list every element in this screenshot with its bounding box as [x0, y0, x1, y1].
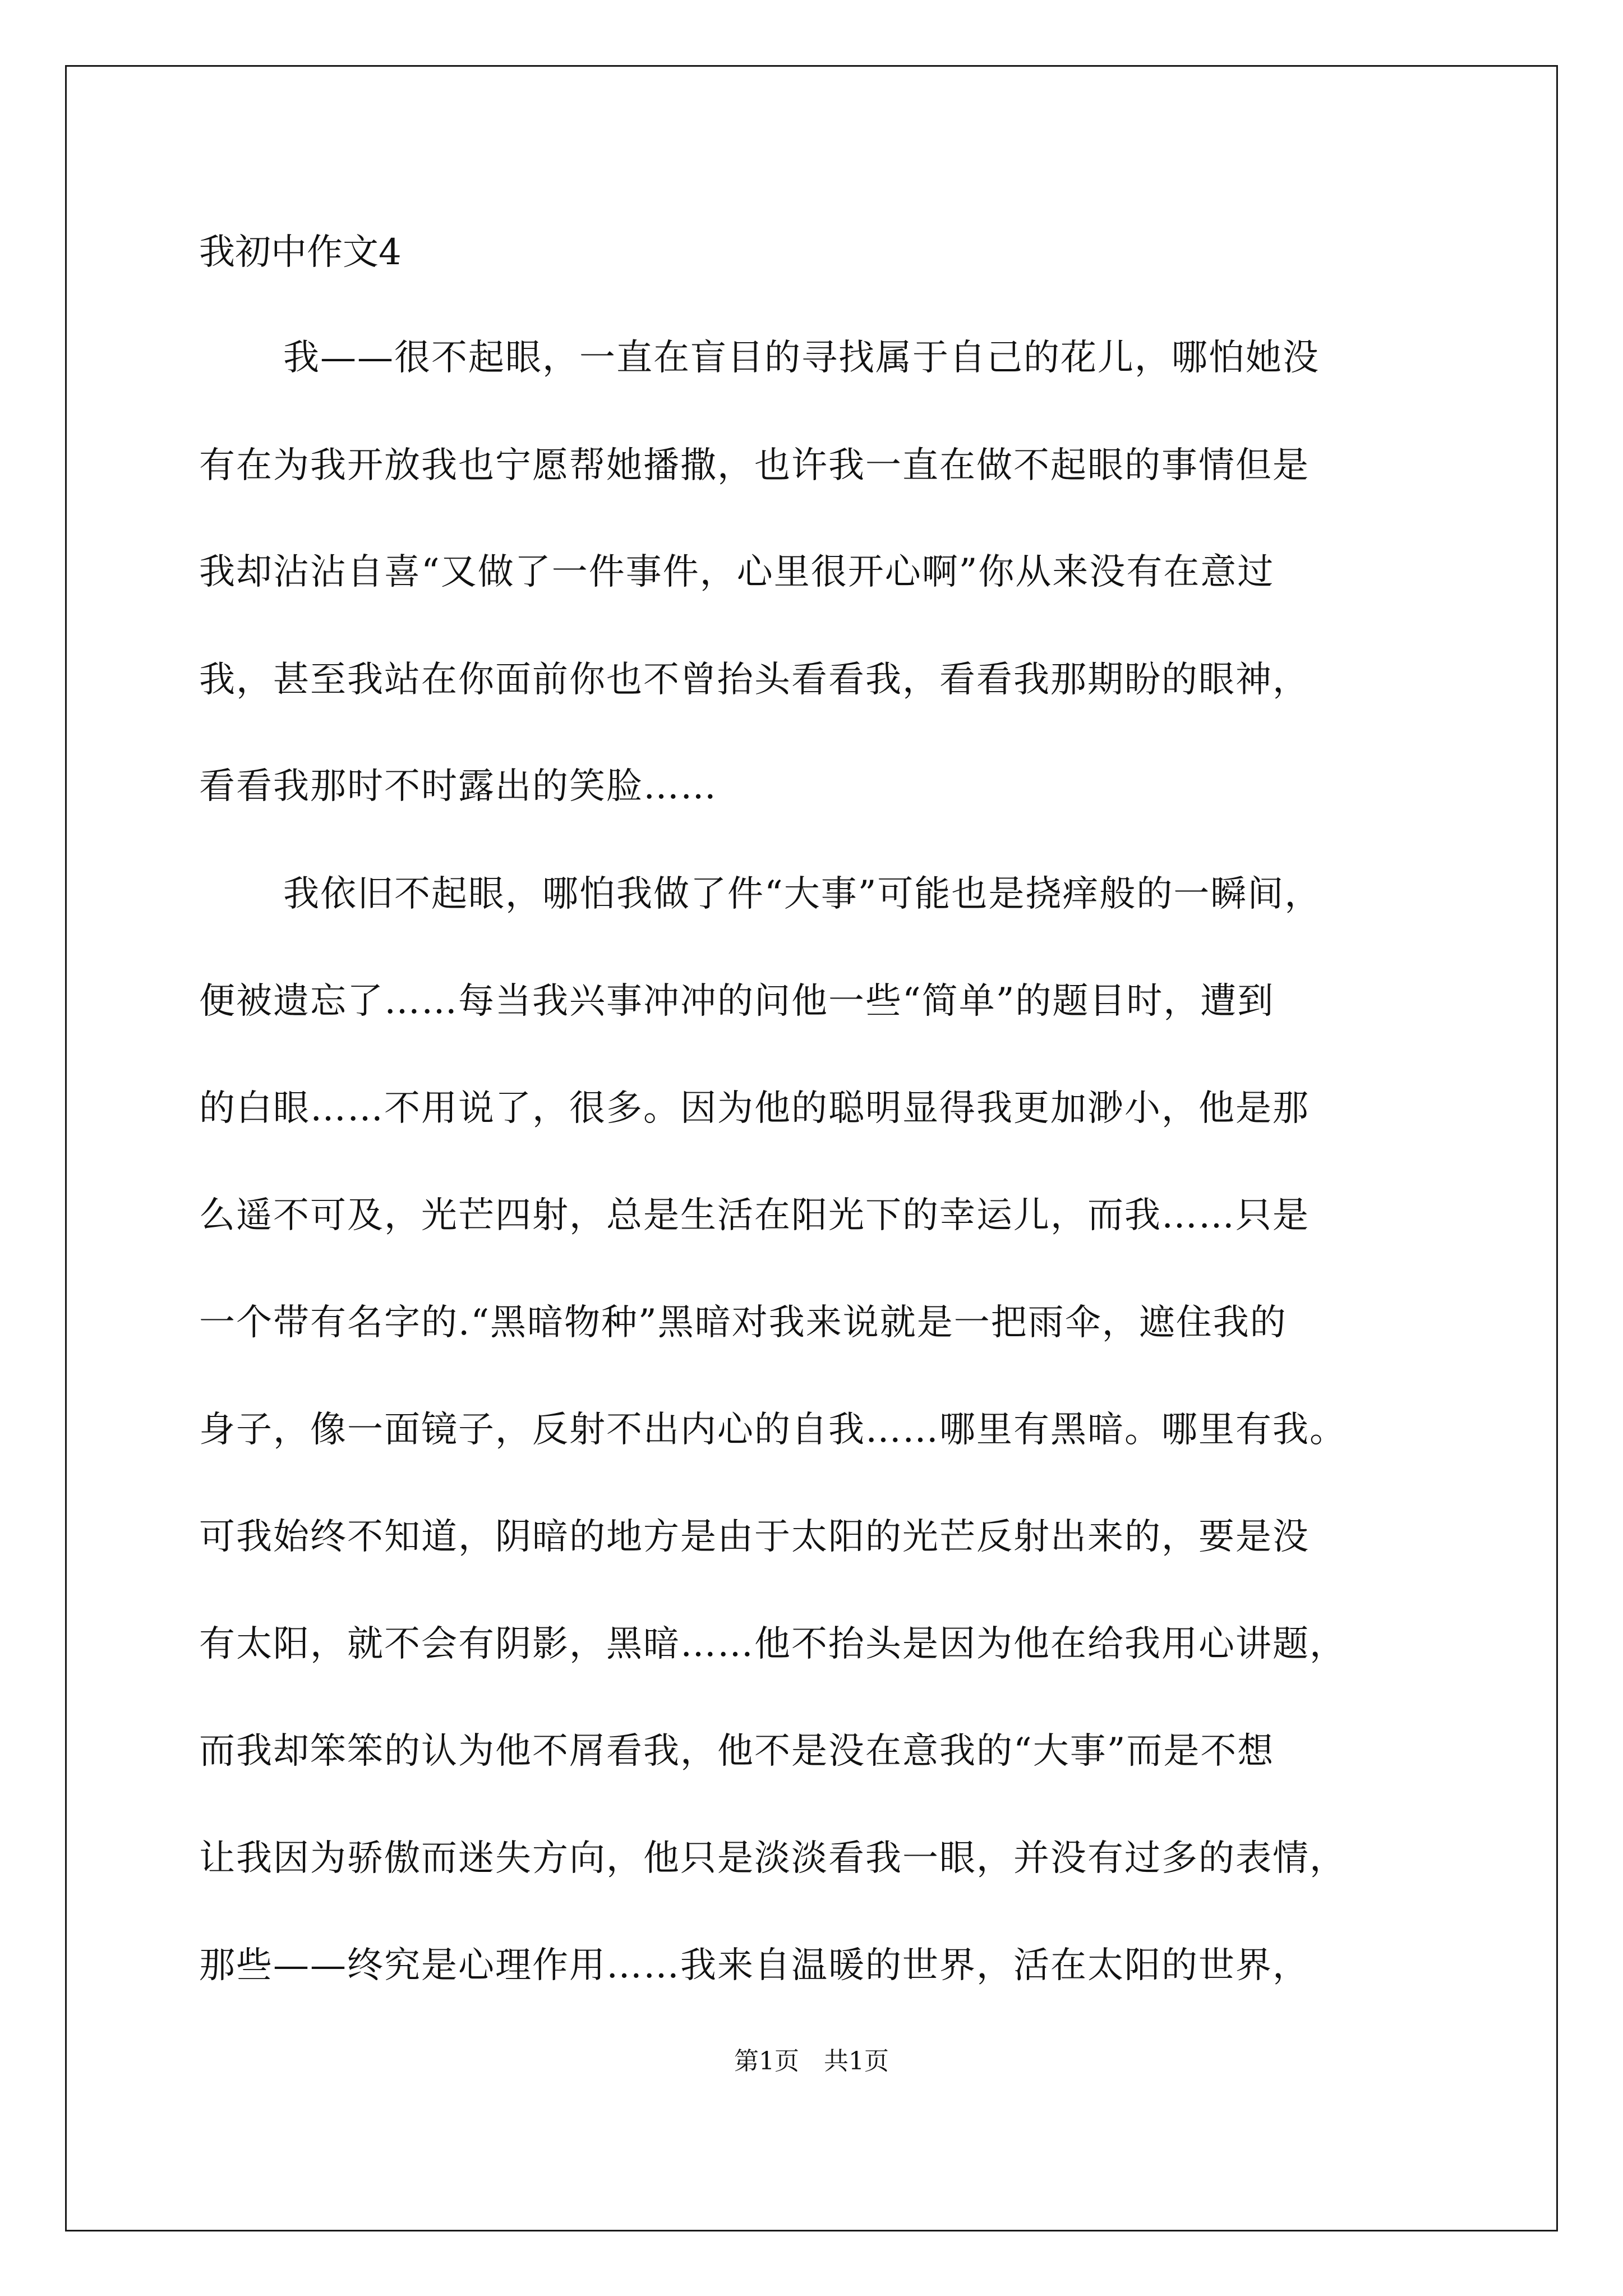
paragraph-line: 让我因为骄傲而迷失方向，他只是淡淡看我一眼，并没有过多的表情，	[199, 1838, 1347, 1879]
paragraph-line: 那些——终究是心理作用……我来自温暖的世界，活在太阳的世界，	[199, 1945, 1310, 1986]
paragraph-line: 我依旧不起眼，哪怕我做了件“大事”可能也是挠痒般的一瞬间，	[283, 873, 1322, 915]
paragraph-line: 我却沾沾自喜“又做了一件事件，心里很开心啊”你从来没有在意过	[199, 551, 1275, 593]
paragraph-line: 的白眼……不用说了，很多。因为他的聪明显得我更加渺小，他是那	[199, 1088, 1310, 1129]
document-title: 我初中作文4	[199, 232, 402, 273]
paragraph-line: 有太阳，就不会有阴影，黑暗……他不抬头是因为他在给我用心讲题，	[199, 1623, 1347, 1665]
page-border	[65, 65, 1558, 2231]
paragraph-line: 一个带有名字的.“黑暗物种”黑暗对我来说就是一把雨伞，遮住我的	[199, 1302, 1287, 1343]
paragraph-line: 身子，像一面镜子，反射不出内心的自我……哪里有黑暗。哪里有我。	[199, 1409, 1347, 1451]
paragraph-line: 看看我那时不时露出的笑脸……	[199, 766, 717, 807]
paragraph-line: 而我却笨笨的认为他不屑看我，他不是没在意我的“大事”而是不想	[199, 1731, 1275, 1772]
page-number-footer: 第1页 共1页	[734, 2047, 889, 2076]
paragraph-line: 么遥不可及，光芒四射，总是生活在阳光下的幸运儿，而我……只是	[199, 1195, 1310, 1236]
paragraph-line: 便被遗忘了……每当我兴事冲冲的问他一些“简单”的题目时，遭到	[199, 981, 1275, 1022]
paragraph-line: 可我始终不知道，阴暗的地方是由于太阳的光芒反射出来的，要是没	[199, 1516, 1310, 1558]
paragraph-line: 我——很不起眼，一直在盲目的寻找属于自己的花儿，哪怕她没	[283, 337, 1320, 379]
paragraph-line: 我，甚至我站在你面前你也不曾抬头看看我，看看我那期盼的眼神，	[199, 659, 1310, 701]
paragraph-line: 有在为我开放我也宁愿帮她播撒，也许我一直在做不起眼的事情但是	[199, 445, 1310, 486]
